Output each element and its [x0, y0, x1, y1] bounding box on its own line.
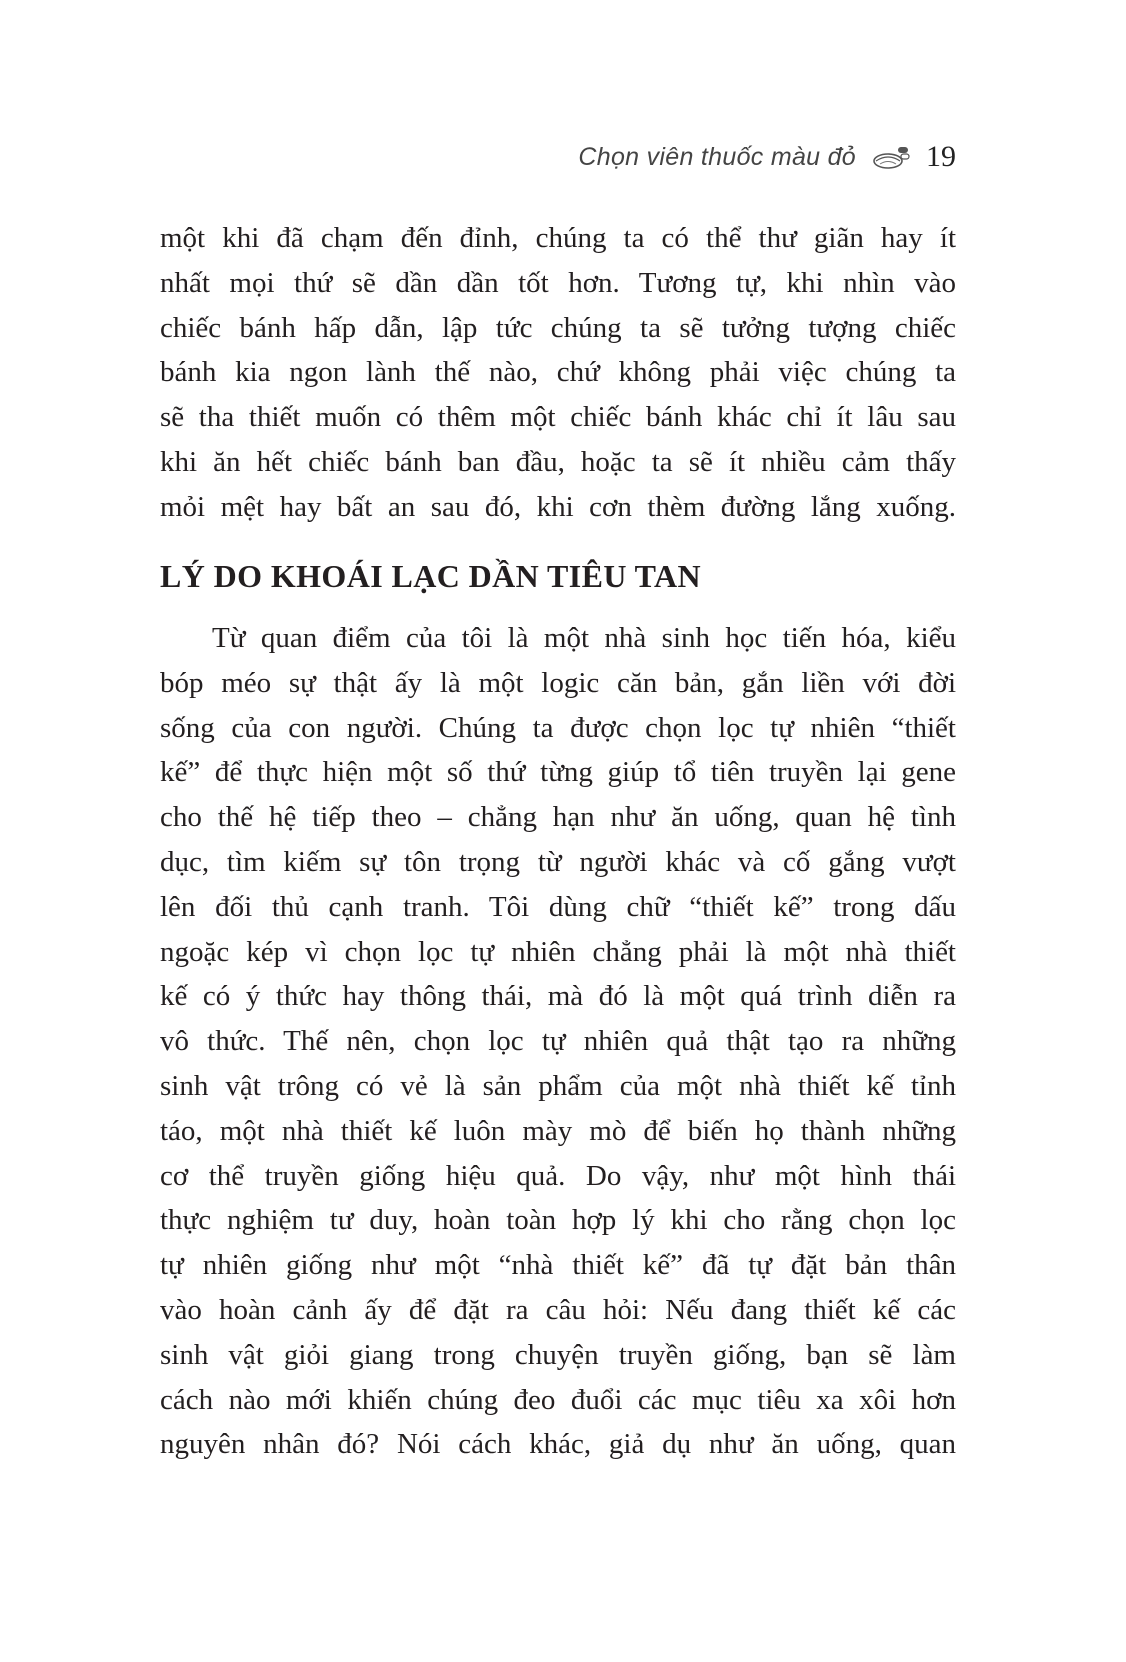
- text-line: sinh vật trông có vẻ là sản phẩm của một nhà thiết kế tỉnh: [160, 1069, 956, 1102]
- text-line: vô thức. Thế nên, chọn lọc tự nhiên quả thật tạo ra những: [160, 1025, 956, 1058]
- page-number: 19: [926, 140, 956, 173]
- text-line: nhất mọi thứ sẽ dần dần tốt hơn. Tương tự, khi nhìn vào: [160, 266, 956, 299]
- paragraph-continuation: [160, 216, 956, 530]
- text-line: bóp méo sự thật ấy là một logic căn bản, gắn liền với đời: [160, 666, 956, 699]
- running-title: Chọn viên thuốc màu đỏ: [578, 142, 856, 171]
- text-line: kế có ý thức hay thông thái, mà đó là một quá trình diễn ra: [160, 980, 956, 1013]
- text-line: cơ thể truyền giống hiệu quả. Do vậy, như một hình thái: [160, 1159, 956, 1192]
- body-paragraph: [160, 616, 956, 1467]
- text-line: mỏi mệt hay bất an sau đó, khi cơn thèm đường lắng xuống.: [160, 490, 956, 523]
- text-line: chiếc bánh hấp dẫn, lập tức chúng ta sẽ tưởng tượng chiếc: [160, 311, 956, 344]
- pill-ornament-icon: [872, 143, 912, 171]
- text-line: vào hoàn cảnh ấy để đặt ra câu hỏi: Nếu đang thiết kế các: [160, 1293, 956, 1326]
- text-line: táo, một nhà thiết kế luôn mày mò để biến họ thành những: [160, 1114, 956, 1147]
- text-line: ngoặc kép vì chọn lọc tự nhiên chẳng phải là một nhà thiết: [160, 935, 956, 968]
- text-line: thực nghiệm tư duy, hoàn toàn hợp lý khi cho rằng chọn lọc: [160, 1204, 956, 1237]
- text-line: sẽ tha thiết muốn có thêm một chiếc bánh khác chỉ ít lâu sau: [160, 401, 956, 434]
- section-heading: LÝ DO KHOÁI LẠC DẦN TIÊU TAN: [160, 558, 702, 594]
- text-line: sống của con người. Chúng ta được chọn lọc tự nhiên “thiết: [160, 711, 956, 744]
- text-line: nguyên nhân đó? Nói cách khác, giả dụ như ăn uống, quan: [160, 1428, 956, 1461]
- running-header: [578, 140, 956, 174]
- text-line: bánh kia ngon lành thế nào, chứ không phải việc chúng ta: [160, 356, 956, 389]
- text-line: một khi đã chạm đến đỉnh, chúng ta có thể thư giãn hay ít: [160, 222, 956, 254]
- text-line: lên đối thủ cạnh tranh. Tôi dùng chữ “thiết kế” trong dấu: [160, 890, 956, 923]
- text-line: tự nhiên giống như một “nhà thiết kế” đã tự đặt bản thân: [160, 1249, 956, 1282]
- text-line: cho thế hệ tiếp theo – chẳng hạn như ăn uống, quan hệ tình: [160, 801, 956, 834]
- text-line: khi ăn hết chiếc bánh ban đầu, hoặc ta sẽ ít nhiều cảm thấy: [160, 445, 956, 478]
- text-line: dục, tìm kiếm sự tôn trọng từ người khác và cố gắng vượt: [160, 845, 956, 878]
- text-line: cách nào mới khiến chúng đeo đuổi các mục tiêu xa xôi hơn: [160, 1383, 956, 1416]
- text-line: sinh vật giỏi giang trong chuyện truyền giống, bạn sẽ làm: [160, 1338, 956, 1371]
- text-line: Từ quan điểm của tôi là một nhà sinh học tiến hóa, kiểu: [212, 622, 956, 654]
- text-line: kế” để thực hiện một số thứ từng giúp tổ tiên truyền lại gene: [160, 756, 956, 789]
